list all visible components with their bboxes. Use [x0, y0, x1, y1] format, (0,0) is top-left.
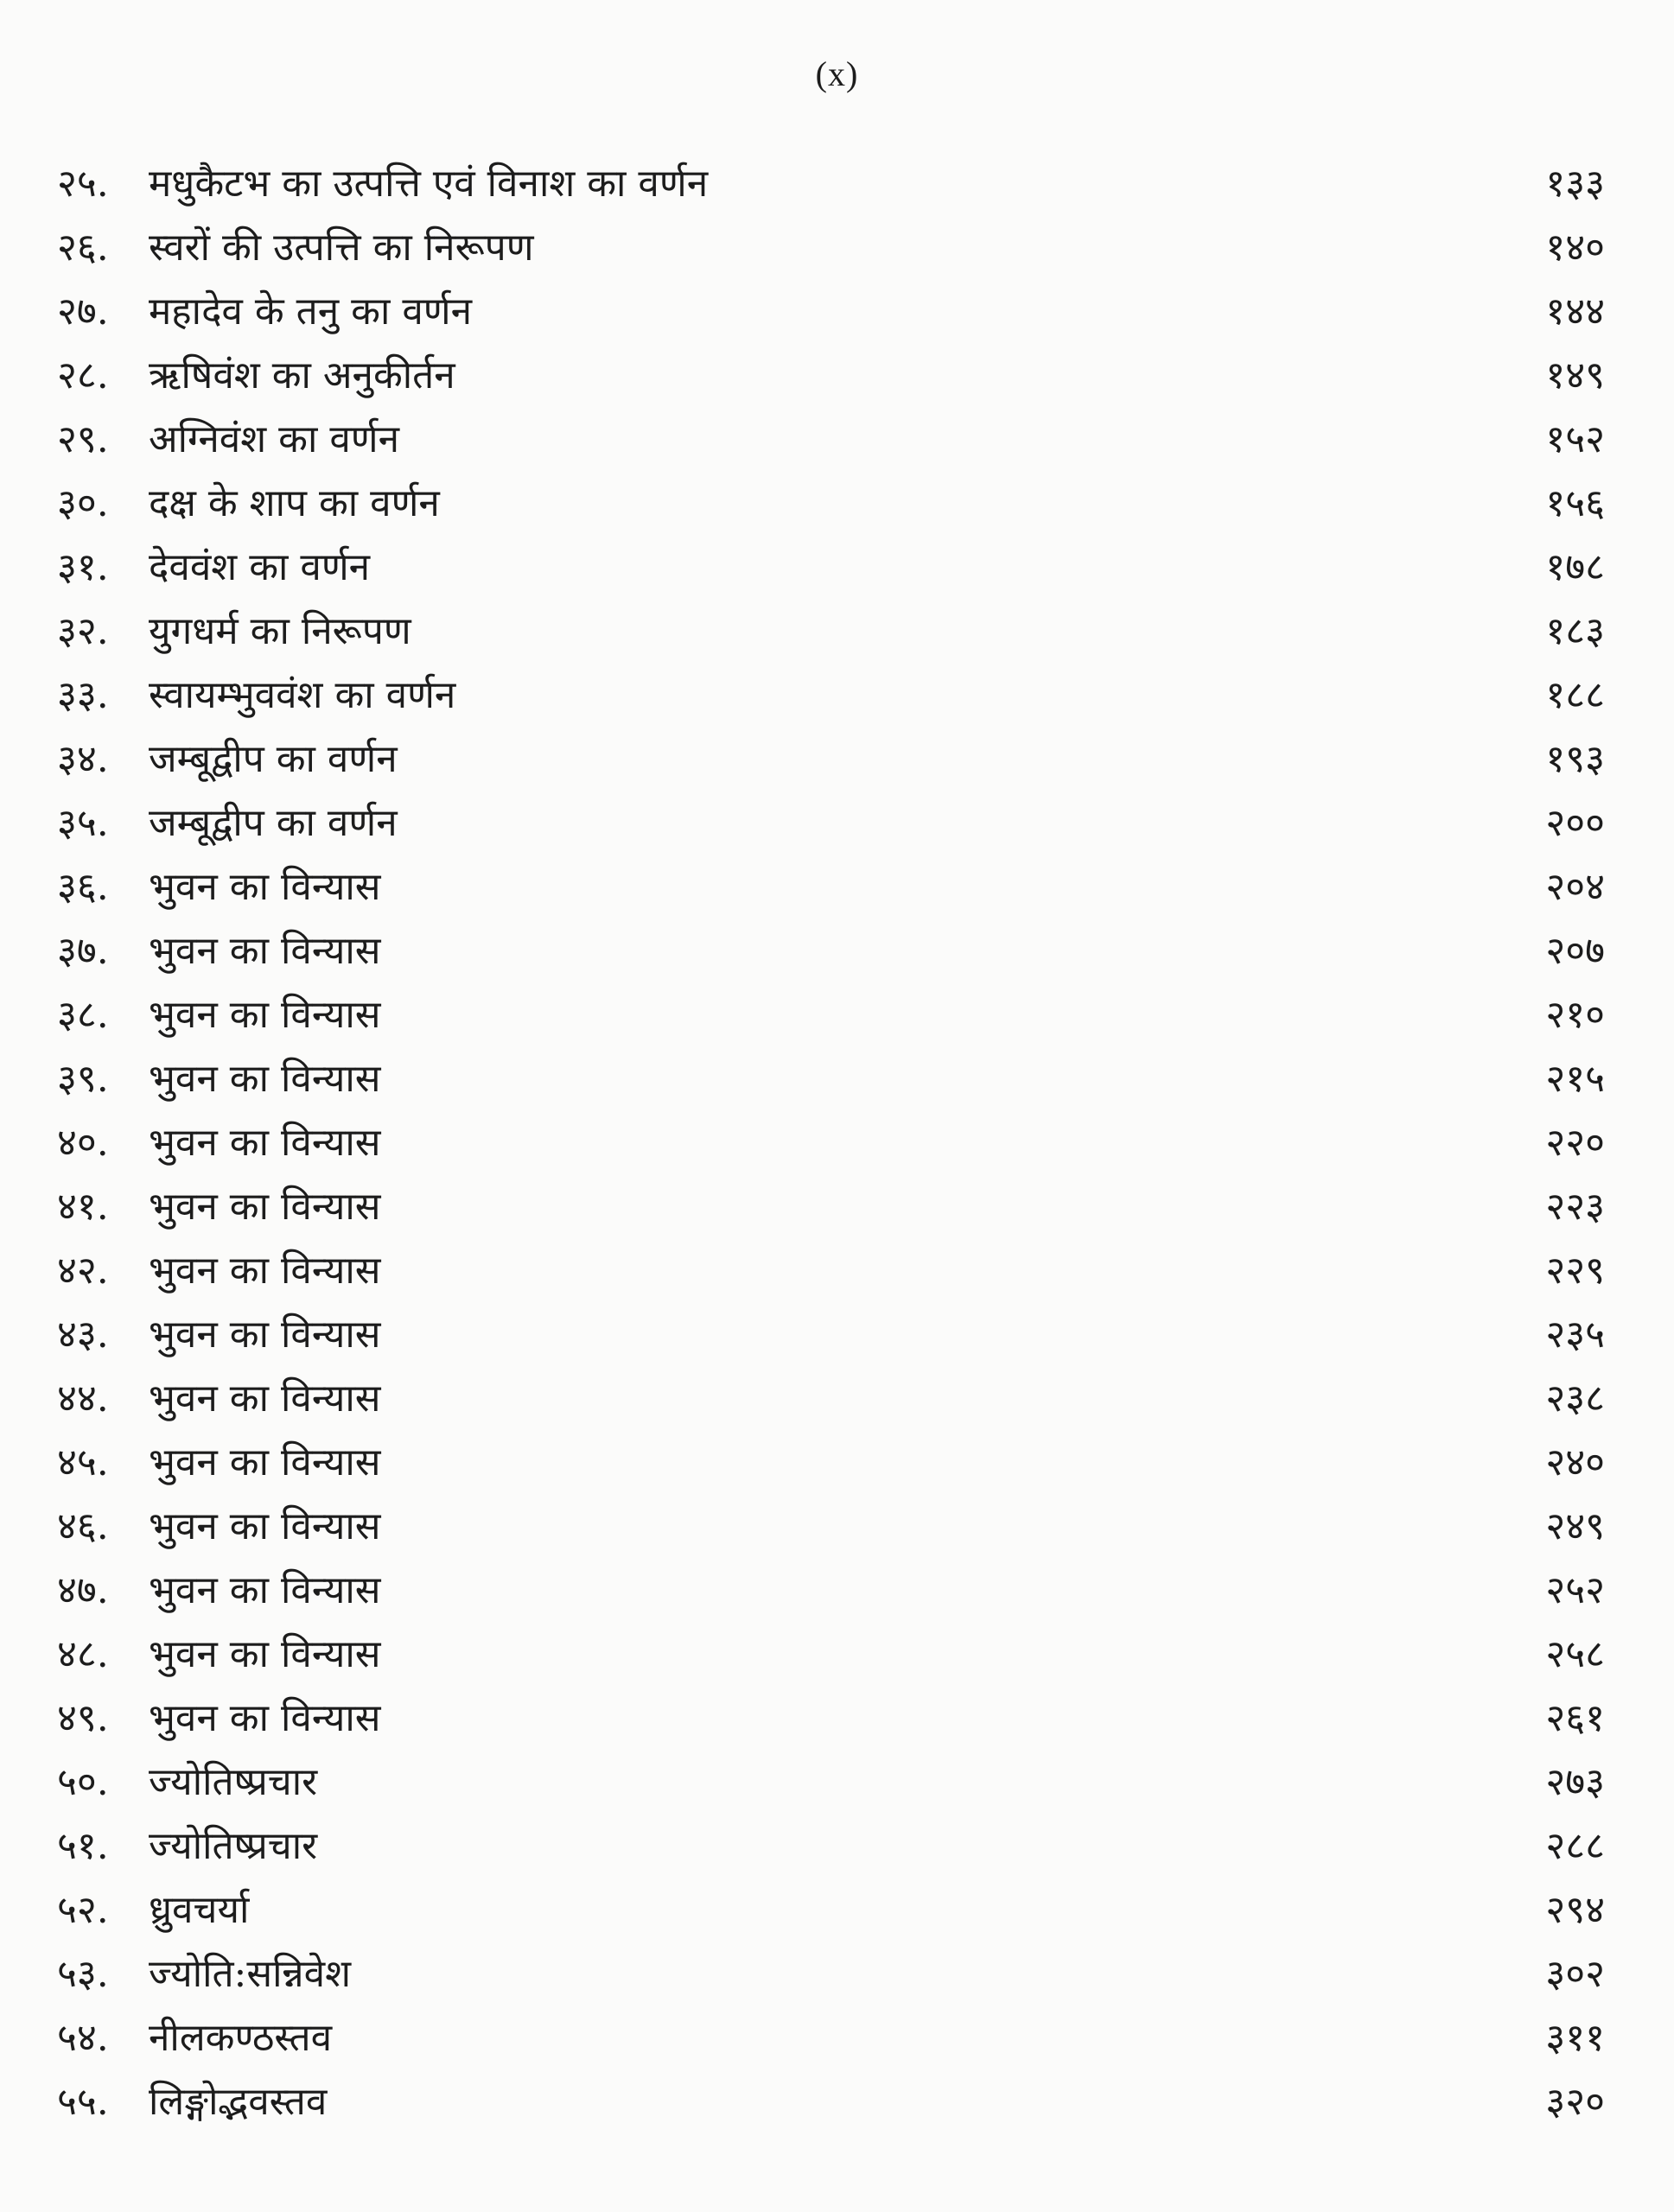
entry-number: ३०. [57, 481, 109, 525]
entry-number: ३९. [57, 1057, 109, 1101]
entry-page-number: १४९ [1545, 353, 1605, 397]
entry-title: भुवन का विन्यास [149, 1185, 381, 1229]
entry-title: भुवन का विन्यास [149, 1504, 381, 1548]
toc-entry [0, 1303, 1674, 1367]
entry-title: भुवन का विन्यास [149, 993, 381, 1037]
entry-number: २८. [57, 353, 109, 397]
toc-entry [0, 1431, 1674, 1495]
entry-page-number: २४० [1545, 1440, 1605, 1484]
entry-page-number: २९४ [1545, 1888, 1605, 1932]
entry-page-number: ३०२ [1545, 1952, 1605, 1996]
toc-entry [0, 2070, 1674, 2134]
entry-page-number: २३५ [1545, 1313, 1605, 1357]
entry-number: ३१. [57, 545, 109, 589]
entry-title: ऋषिवंश का अनुकीर्तन [149, 353, 455, 397]
toc-entry [0, 1367, 1674, 1431]
entry-page-number: १७८ [1545, 545, 1605, 589]
entry-number: २६. [57, 226, 109, 270]
entry-number: ५१. [57, 1824, 109, 1868]
entry-page-number: ३११ [1545, 2016, 1605, 2060]
entry-title: अग्निवंश का वर्णन [149, 417, 400, 461]
entry-number: ४३. [57, 1313, 109, 1357]
page-number: (x) [815, 54, 859, 93]
toc-entry [0, 1623, 1674, 1687]
entry-page-number: २८८ [1545, 1824, 1605, 1868]
entry-page-number: २२३ [1545, 1185, 1605, 1229]
entry-page-number: ३२० [1545, 2080, 1605, 2124]
entry-title: भुवन का विन्यास [149, 1440, 381, 1484]
entry-number: ४१. [57, 1185, 109, 1229]
entry-page-number: १४० [1545, 226, 1605, 270]
toc-entry [0, 600, 1674, 664]
entry-page-number: २२० [1545, 1121, 1605, 1165]
toc-entry [0, 1175, 1674, 1239]
toc-entry [0, 152, 1674, 216]
toc-entry [0, 216, 1674, 280]
entry-page-number: १५६ [1545, 481, 1605, 525]
entry-title: महादेव के तनु का वर्णन [149, 289, 473, 334]
entry-page-number: १४४ [1545, 289, 1605, 334]
entry-page-number: १३३ [1545, 162, 1605, 206]
toc-entry [0, 1047, 1674, 1111]
entry-number: ३२. [57, 609, 109, 653]
toc-entry [0, 2006, 1674, 2070]
entry-title: ध्रुवचर्या [149, 1888, 250, 1932]
entry-title: ज्योतिष्प्रचार [149, 1824, 318, 1868]
entry-number: ४६. [57, 1504, 109, 1548]
entry-number: ४०. [57, 1121, 109, 1165]
toc-entry [0, 472, 1674, 536]
entry-page-number: २०७ [1545, 929, 1605, 973]
entry-title: स्वरों की उत्पत्ति का निरूपण [149, 226, 534, 270]
entry-number: ४७. [57, 1568, 109, 1612]
toc-entry [0, 983, 1674, 1047]
toc-entry [0, 791, 1674, 855]
entry-page-number: १५२ [1545, 417, 1605, 461]
entry-number: ५०. [57, 1760, 109, 1804]
entry-number: ४९. [57, 1696, 109, 1740]
toc-entry [0, 728, 1674, 791]
entry-title: लिङ्गोद्भवस्तव [149, 2080, 328, 2124]
toc-entry [0, 1239, 1674, 1303]
entry-title: भुवन का विन्यास [149, 1057, 381, 1101]
table-of-contents [0, 152, 1674, 2134]
toc-entry [0, 1815, 1674, 1878]
entry-page-number: २५८ [1545, 1632, 1605, 1676]
entry-number: ४८. [57, 1632, 109, 1676]
entry-page-number: २३८ [1545, 1376, 1605, 1421]
entry-number: ३५. [57, 801, 109, 845]
entry-number: ३६. [57, 865, 109, 909]
entry-number: २५. [57, 162, 109, 206]
entry-page-number: १९३ [1545, 737, 1605, 781]
entry-number: ४४. [57, 1376, 109, 1421]
entry-number: ३३. [57, 673, 109, 717]
entry-page-number: २६१ [1545, 1696, 1605, 1740]
entry-title: युगधर्म का निरूपण [149, 609, 411, 653]
entry-page-number: १८३ [1545, 609, 1605, 653]
entry-title: भुवन का विन्यास [149, 1568, 381, 1612]
toc-entry [0, 1751, 1674, 1815]
entry-page-number: २१५ [1545, 1057, 1605, 1101]
entry-number: २९. [57, 417, 109, 461]
entry-title: भुवन का विन्यास [149, 1632, 381, 1676]
entry-title: भुवन का विन्यास [149, 1696, 381, 1740]
toc-entry [0, 1111, 1674, 1175]
entry-page-number: २७३ [1545, 1760, 1605, 1804]
entry-page-number: २१० [1545, 993, 1605, 1037]
toc-entry [0, 664, 1674, 728]
entry-page-number: २४९ [1545, 1504, 1605, 1548]
toc-entry [0, 1878, 1674, 1942]
entry-number: ५३. [57, 1952, 109, 1996]
toc-entry [0, 536, 1674, 600]
entry-number: ५४. [57, 2016, 109, 2060]
entry-title: भुवन का विन्यास [149, 1376, 381, 1421]
entry-title: दक्ष के शाप का वर्णन [149, 481, 440, 525]
entry-title: मधुकैटभ का उत्पत्ति एवं विनाश का वर्णन [149, 162, 709, 206]
entry-number: ४५. [57, 1440, 109, 1484]
entry-title: भुवन का विन्यास [149, 929, 381, 973]
entry-page-number: २२९ [1545, 1249, 1605, 1293]
entry-page-number: २०० [1545, 801, 1605, 845]
entry-title: जम्बूद्वीप का वर्णन [149, 801, 398, 845]
toc-entry [0, 344, 1674, 408]
entry-number: २७. [57, 289, 109, 334]
entry-title: भुवन का विन्यास [149, 1313, 381, 1357]
toc-entry [0, 1495, 1674, 1559]
entry-number: ३४. [57, 737, 109, 781]
entry-number: ५५. [57, 2080, 109, 2124]
toc-entry [0, 1942, 1674, 2006]
entry-title: नीलकण्ठस्तव [149, 2016, 333, 2060]
entry-number: ३८. [57, 993, 109, 1037]
entry-title: ज्योतिष्प्रचार [149, 1760, 318, 1804]
entry-title: भुवन का विन्यास [149, 1121, 381, 1165]
entry-number: ३७. [57, 929, 109, 973]
entry-number: ४२. [57, 1249, 109, 1293]
entry-number: ५२. [57, 1888, 109, 1932]
entry-page-number: २०४ [1545, 865, 1605, 909]
entry-title: देववंश का वर्णन [149, 545, 371, 589]
entry-title: स्वायम्भुववंश का वर्णन [149, 673, 456, 717]
toc-entry [0, 1559, 1674, 1623]
entry-title: ज्योति:सन्निवेश [149, 1952, 351, 1996]
toc-entry [0, 408, 1674, 472]
entry-title: भुवन का विन्यास [149, 1249, 381, 1293]
entry-title: भुवन का विन्यास [149, 865, 381, 909]
entry-title: जम्बूद्वीप का वर्णन [149, 737, 398, 781]
entry-page-number: १८८ [1545, 673, 1605, 717]
toc-entry [0, 280, 1674, 344]
toc-entry [0, 855, 1674, 919]
toc-entry [0, 1687, 1674, 1751]
toc-entry [0, 919, 1674, 983]
entry-page-number: २५२ [1545, 1568, 1605, 1612]
